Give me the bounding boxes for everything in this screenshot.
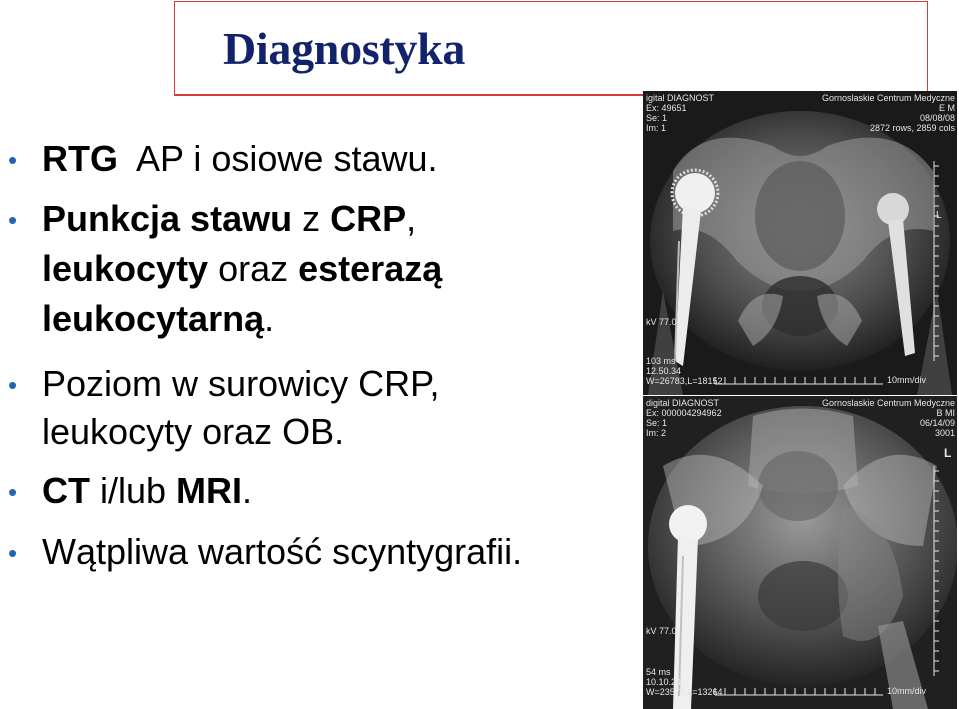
overlay-text: Se: 1	[646, 113, 668, 123]
overlay-text: 103 ms	[646, 356, 676, 366]
bullet-punkcja-line-3	[42, 298, 275, 339]
bullet-ct-mri	[42, 470, 253, 511]
overlay-text: digital DIAGNOST	[646, 398, 720, 408]
bold-text: Punkcja stawu	[42, 198, 293, 239]
xray-footer-left	[646, 356, 723, 386]
overlay-text: Im: 1	[646, 123, 667, 133]
bold-text: RTG	[42, 138, 118, 179]
text: Wątpliwa wartość scyntygrafii.	[42, 531, 523, 572]
title-box	[174, 1, 928, 96]
overlay-text: Gornoslaskie Centrum Medyczne	[821, 93, 955, 103]
overlay-text: Ex: 000004294962	[646, 408, 722, 418]
overlay-text: Im: 2	[646, 428, 667, 438]
bullet-marker	[8, 153, 22, 167]
overlay-text: 54 ms	[646, 667, 671, 677]
xray-image-bottom	[643, 396, 957, 709]
overlay-text: 06/14/09	[919, 418, 955, 428]
bullet-rtg	[42, 138, 438, 179]
bullet-punkcja-line-2	[42, 248, 443, 289]
overlay-text: Se: 1	[646, 418, 668, 428]
bold-text: leukocyty	[42, 248, 209, 289]
bullet-marker	[8, 546, 22, 560]
text: oraz	[208, 248, 299, 289]
xray-header-left	[646, 93, 714, 133]
overlay-text: 12.50.34	[646, 366, 682, 376]
overlay-text: W=23574,L=13264	[646, 687, 723, 697]
overlay-text: 3001	[934, 428, 955, 438]
xray-pelvis-drawing	[643, 91, 957, 395]
text: Poziom w surowicy CRP,	[42, 363, 440, 404]
text: ,	[406, 198, 417, 239]
bold-text: CT	[42, 470, 90, 511]
xray-pelvis-drawing	[643, 396, 957, 709]
xray-side-marker: L	[936, 210, 942, 221]
overlay-text: B MI	[936, 408, 955, 418]
bullet-marker	[8, 485, 22, 499]
bullet-marker	[8, 378, 22, 392]
xray-scale-label: 10mm/div	[887, 375, 927, 385]
bold-text: MRI	[176, 470, 243, 511]
bullet-poziom-line-1	[42, 363, 440, 404]
bold-text: leukocytarną	[42, 298, 265, 339]
overlay-text: E M	[938, 103, 955, 113]
bold-text: esterazą	[298, 248, 443, 289]
xray-image-top	[643, 91, 957, 395]
bullet-punkcja-line-1	[42, 198, 417, 239]
overlay-text: Ex: 49651	[646, 103, 687, 113]
xray-header-right	[822, 398, 955, 438]
overlay-text: 08/08/08	[919, 113, 955, 123]
text: leukocyty oraz OB.	[42, 411, 345, 452]
xray-scale-label: 10mm/div	[887, 686, 927, 696]
xray-header-right	[822, 93, 955, 133]
text: i/lub	[90, 470, 177, 511]
bullet-poziom-line-2	[42, 411, 345, 452]
text: z	[292, 198, 331, 239]
bullet-scyntygrafia	[42, 531, 523, 572]
bullet-marker	[8, 213, 22, 227]
text: AP i osiowe stawu.	[118, 138, 438, 179]
xray-side-marker: L	[944, 446, 952, 460]
bold-text: CRP	[330, 198, 407, 239]
xray-footer-left	[646, 667, 723, 697]
overlay-text: W=26783,L=18152	[646, 376, 723, 386]
overlay-text: Gornoslaskie Centrum Medyczne	[821, 398, 955, 408]
slide-title: Diagnostyka	[223, 23, 466, 74]
text: .	[264, 298, 275, 339]
overlay-text: igital DIAGNOST	[646, 93, 715, 103]
overlay-text: 2872 rows, 2859 cols	[869, 123, 955, 133]
overlay-text: 10.10.24	[646, 677, 682, 687]
xray-kv-label: kV 77.0	[646, 626, 677, 636]
xray-kv-label: kV 77.0	[646, 317, 677, 327]
text: .	[242, 470, 253, 511]
xray-header-left	[646, 398, 722, 438]
